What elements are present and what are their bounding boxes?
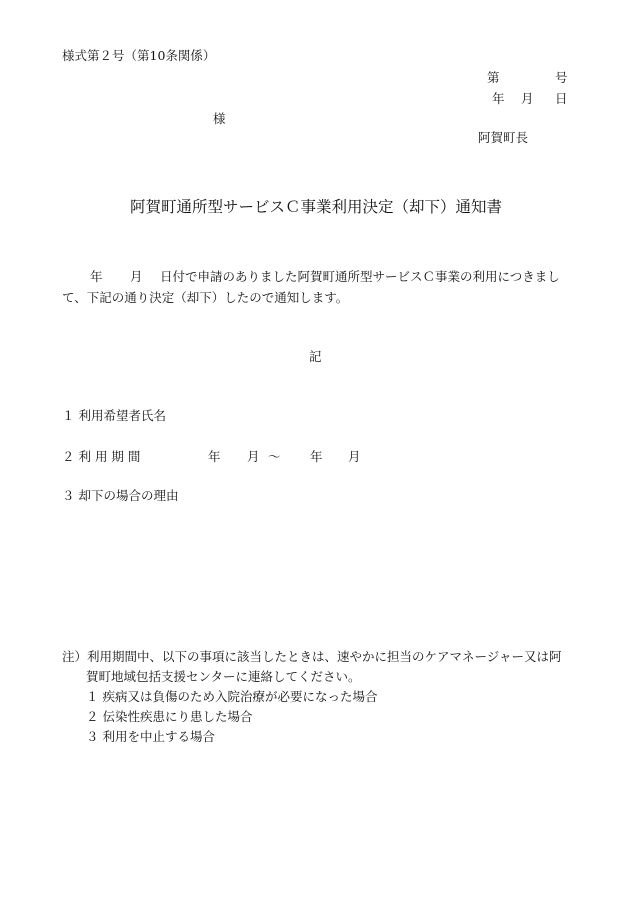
number-suffix: 号 <box>555 70 568 85</box>
date-year: 年 <box>492 91 505 106</box>
ki-heading: 記 <box>309 349 322 364</box>
period-start-month: 月 <box>247 449 260 464</box>
note-sub-item: ３ 利用を中止する場合 <box>86 729 215 744</box>
form-label: 様式第２号（第10条関係） <box>62 48 216 63</box>
document-title: 阿賀町通所型サービスＣ事業利用決定（却下）通知書 <box>130 198 503 216</box>
issuer-name: 阿賀町長 <box>478 130 529 145</box>
note-sub-item: １ 疾病又は負傷のため入院治療が必要になった場合 <box>86 689 378 704</box>
item-rejection-reason: ３ 却下の場合の理由 <box>62 488 179 503</box>
number-prefix: 第 <box>487 70 500 85</box>
body-year: 年 <box>90 269 103 284</box>
period-tilde: ～ <box>268 449 281 464</box>
body-line1: 日付で申請のありました阿賀町通所型サービスＣ事業の利用につきまし <box>160 269 560 284</box>
date-day: 日 <box>555 91 568 106</box>
body-line2: て、下記の通り決定（却下）したので通知します。 <box>62 290 349 305</box>
date-month: 月 <box>521 91 534 106</box>
period-start-year: 年 <box>208 449 221 464</box>
body-month: 月 <box>130 269 143 284</box>
addressee-suffix: 様 <box>213 111 226 126</box>
period-end-year: 年 <box>310 449 323 464</box>
note-sub-item: ２ 伝染性疾患にり患した場合 <box>86 709 253 724</box>
item-usage-period-label: ２ 利 用 期 間 <box>62 449 141 464</box>
note-line2: 賀町地域包括支援センターに連絡してください。 <box>86 669 361 684</box>
note-line1: 注）利用期間中、以下の事項に該当したときは、速やかに担当のケアマネージャー又は阿 <box>62 649 562 664</box>
period-end-month: 月 <box>348 449 361 464</box>
item-applicant-name: １ 利用希望者氏名 <box>62 408 166 423</box>
